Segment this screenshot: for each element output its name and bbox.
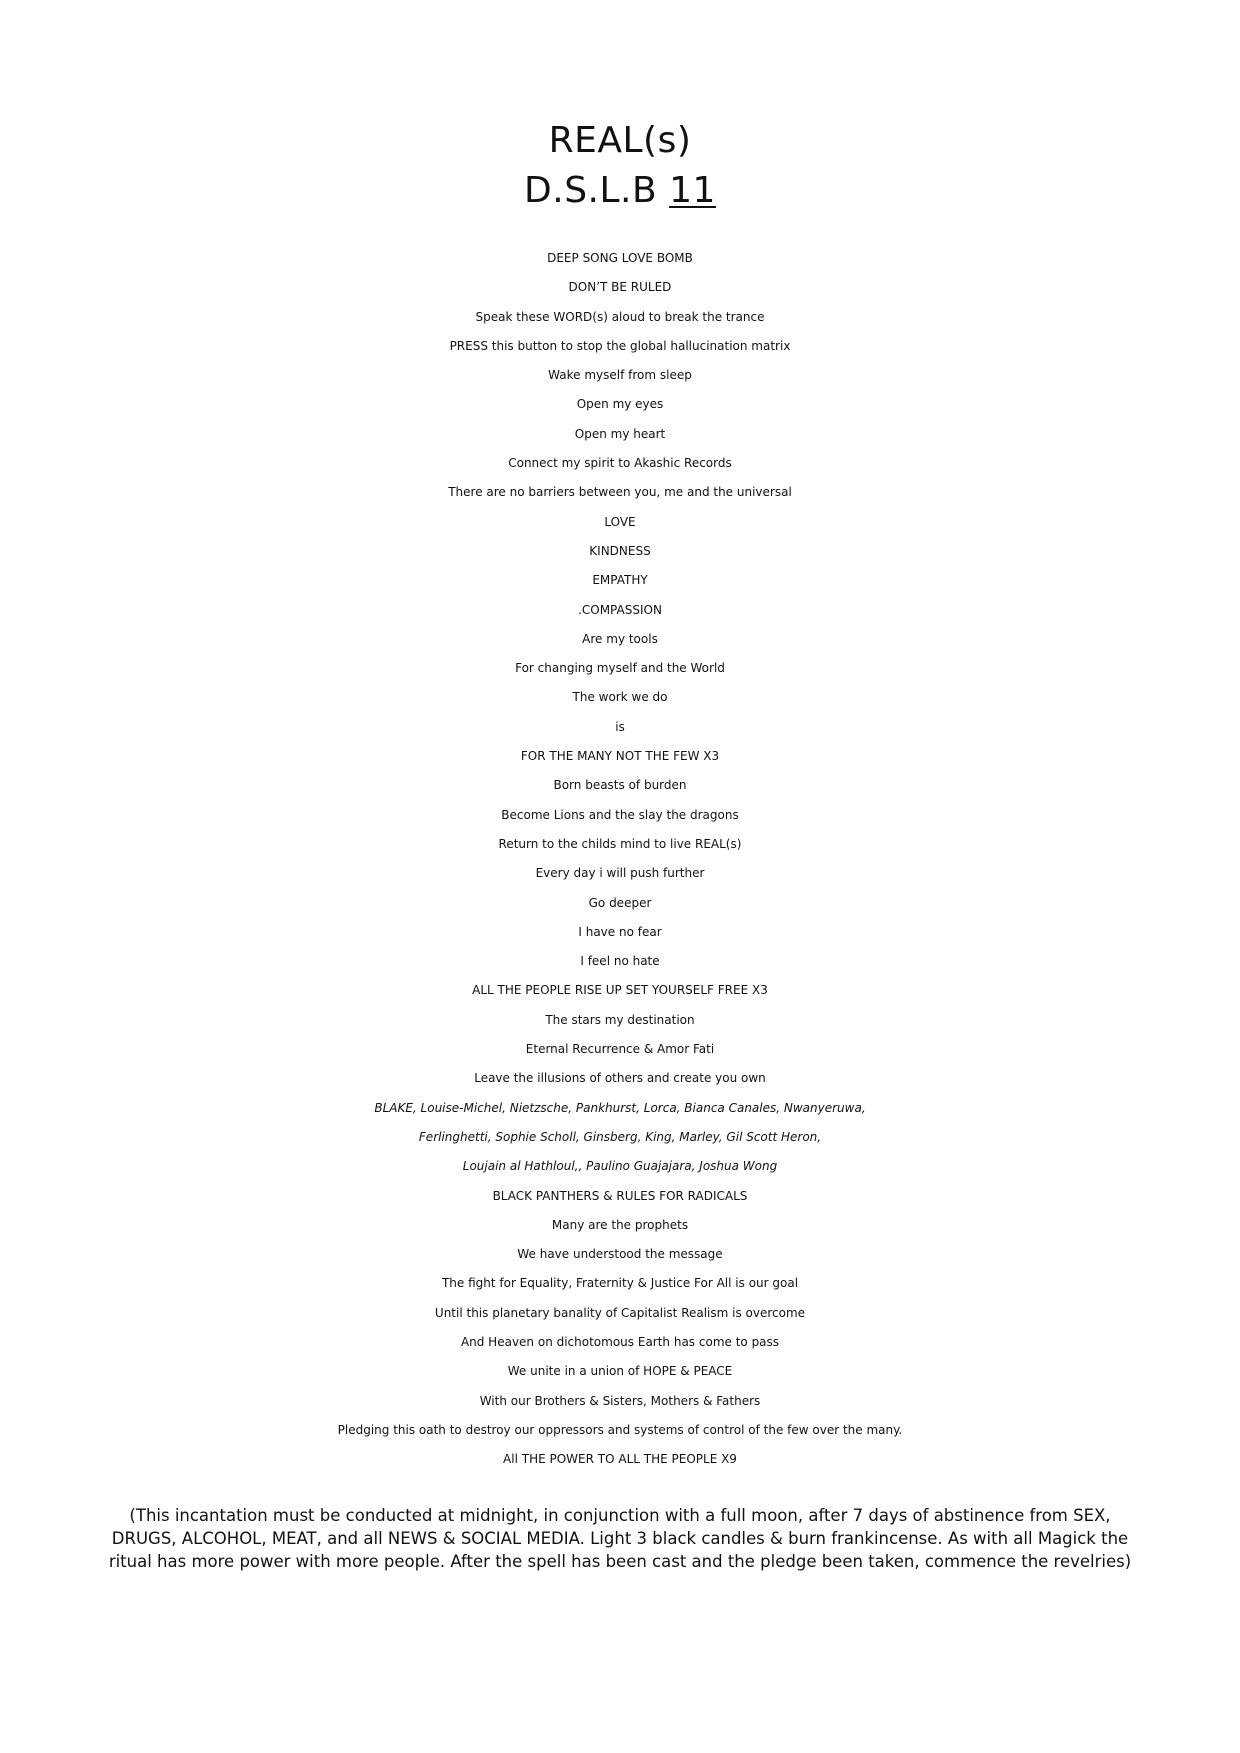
poem-line: The stars my destination (545, 1012, 695, 1027)
poem-line: DEEP SONG LOVE BOMB (547, 251, 693, 265)
poem-line: We have understood the message (517, 1247, 723, 1262)
poem-line: Wake myself from sleep (548, 368, 692, 383)
poem-line: BLAKE, Louise-Michel, Nietzsche, Pankhurst, Lorca, Bianca Canales, Nwanyeruwa, (374, 1100, 866, 1115)
poem-line: Ferlinghetti, Sophie Scholl, Ginsberg, King, Marley, Gil Scott Heron, (418, 1129, 822, 1144)
poem-line: PRESS this button to stop the global hallucination matrix (449, 338, 791, 353)
subtitle-number: 11 (669, 170, 716, 211)
poem-line: FOR THE MANY NOT THE FEW X3 (520, 749, 720, 764)
poem-line: Pledging this oath to destroy our oppressors and systems of control of the few over the many. (337, 1422, 903, 1437)
subtitle-prefix: D.S.L.B (524, 170, 670, 211)
poem-line: And Heaven on dichotomous Earth has come to pass (460, 1334, 780, 1349)
poem-line: All THE POWER TO ALL THE PEOPLE X9 (503, 1452, 737, 1467)
poem-line: I have no fear (578, 924, 662, 939)
page-title: REAL(s) (548, 120, 692, 161)
poem-line: Connect my spirit to Akashic Records (508, 456, 732, 471)
poem-line: Speak these WORD(s) aloud to break the trance (475, 309, 765, 324)
poem-line: With our Brothers & Sisters, Mothers & Fathers (479, 1393, 761, 1408)
poem-line: BLACK PANTHERS & RULES FOR RADICALS (492, 1188, 748, 1203)
poem-line: There are no barriers between you, me and the universal (448, 485, 792, 500)
poem-line: Are my tools (582, 631, 658, 646)
poem-line: Return to the childs mind to live REAL(s) (498, 836, 742, 851)
poem-line: Eternal Recurrence & Amor Fati (525, 1042, 715, 1057)
poem-line: KINDNESS (589, 543, 651, 558)
poem-line: Born beasts of burden (553, 778, 687, 793)
poem-line: I feel no hate (580, 954, 660, 969)
poem-line: Many are the prophets (551, 1217, 689, 1232)
poem-line: DON’T BE RULED (568, 280, 672, 295)
poem-line: Open my heart (574, 426, 666, 441)
poem-line: Go deeper (588, 895, 652, 910)
poem-line: Every day i will push further (535, 866, 705, 881)
poem-line: The work we do (572, 690, 668, 705)
poem-line: .COMPASSION (578, 602, 662, 617)
poem-line: is (615, 719, 625, 734)
poem-line: Leave the illusions of others and create you own (474, 1071, 766, 1086)
footnote: (This incantation must be conducted at midnight, in conjunction with a full moon, after 7 days of abstinence from SEX, DRUGS, ALCOHOL, MEAT, and all NEWS & SOCIAL MEDIA. Light 3 black candles & burn frankincense. As with all Magick the ritual has more power with more people. After the spell has been cast and the pledge been taken, commence the revelries) (108, 1506, 1132, 1571)
poem-line: EMPATHY (592, 573, 648, 588)
poem-line: Become Lions and the slay the dragons (501, 807, 739, 822)
page-subtitle (0, 166, 1240, 216)
poem-line: For changing myself and the World (515, 661, 725, 676)
poem-line: The fight for Equality, Fraternity & Justice For All is our goal (441, 1276, 799, 1291)
poem-line: Until this planetary banality of Capitalist Realism is overcome (434, 1305, 806, 1320)
poem-body (0, 244, 1240, 1474)
poem-line: LOVE (604, 514, 636, 529)
poem-line: Open my eyes (576, 397, 664, 412)
poem-line: ALL THE PEOPLE RISE UP SET YOURSELF FREE X3 (472, 983, 768, 998)
poem-line: We unite in a union of HOPE & PEACE (507, 1364, 733, 1379)
poem-line: Loujain al Hathloul,, Paulino Guajajara, Joshua Wong (462, 1159, 778, 1174)
title-block (0, 116, 1240, 216)
